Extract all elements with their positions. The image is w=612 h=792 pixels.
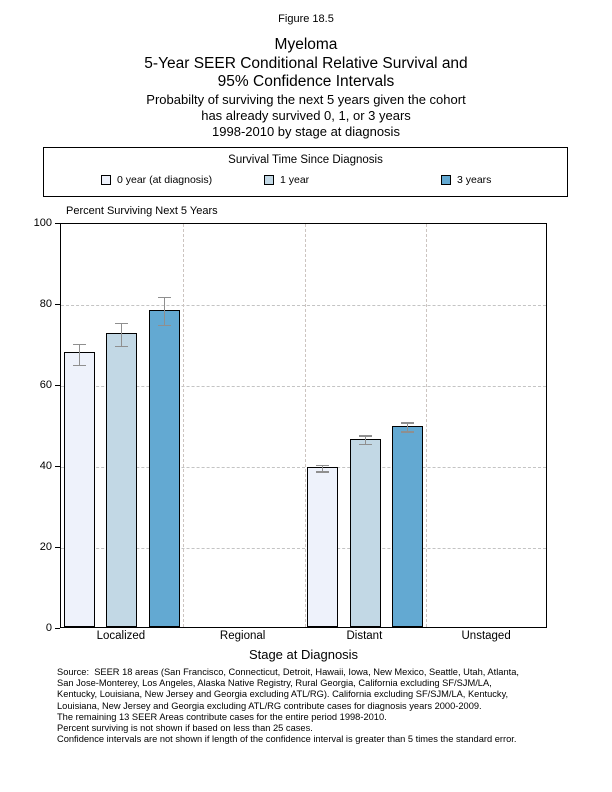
y-tick-label: 60 — [39, 379, 52, 391]
error-bar-cap — [316, 465, 329, 467]
error-bar-line — [164, 298, 165, 326]
error-bar-cap — [401, 422, 414, 424]
gridline-vertical — [183, 224, 184, 627]
title-block — [0, 36, 612, 140]
error-bar-cap — [158, 325, 171, 327]
plot-area — [60, 223, 547, 628]
error-bar-cap — [73, 344, 86, 346]
subtitle-line-1: Probabilty of surviving the next 5 years given the cohort — [146, 91, 466, 107]
category-label-regional: Regional — [219, 630, 266, 642]
source-note — [57, 667, 569, 745]
y-axis-labels — [18, 217, 52, 634]
y-tick-label: 20 — [39, 541, 52, 553]
source-note-line: Percent surviving is not shown if based on less than 25 cases. — [57, 723, 313, 734]
bar-distant-series-0 — [307, 467, 338, 627]
legend-entry-label: 3 years — [457, 174, 492, 186]
error-bar-cap — [73, 365, 86, 367]
x-axis-title: Stage at Diagnosis — [248, 647, 359, 662]
category-label-unstaged: Unstaged — [461, 630, 511, 642]
y-axis-title: Percent Surviving Next 5 Years — [66, 205, 218, 217]
y-tick-mark — [55, 628, 60, 629]
title-line-2: 5-Year SEER Conditional Relative Survival and — [144, 54, 468, 72]
legend-entry-0 — [101, 174, 212, 186]
title-line-1: Myeloma — [274, 36, 338, 53]
y-tick-label: 80 — [39, 298, 52, 310]
error-bar-cap — [115, 346, 128, 348]
source-note-line: Source: SEER 18 areas (San Francisco, Connecticut, Detroit, Hawaii, Iowa, New Mexico, Seattle, Utah, Atlanta, — [57, 667, 519, 677]
bar-localized-series-2 — [149, 310, 180, 627]
bar-localized-series-0 — [64, 352, 95, 627]
gridline-vertical — [426, 224, 427, 627]
source-note-line: San Jose-Monterey, Los Angeles, Alaska Native Registry, Rural Georgia, California excluding SF/SJM/LA, — [57, 678, 492, 689]
error-bar-cap — [115, 323, 128, 325]
category-label-distant: Distant — [346, 630, 383, 642]
error-bar-cap — [359, 435, 372, 437]
y-tick-label: 100 — [33, 217, 52, 229]
error-bar-line — [121, 324, 122, 347]
source-note-line: Louisiana, New Jersey and Georgia excluding ATL/RG contribute cases for diagnosis years 2000-2009. — [57, 700, 482, 711]
source-note-line: The remaining 13 SEER Areas contribute cases for the entire period 1998-2010. — [57, 711, 387, 722]
source-note-line: Kentucky, Louisiana, New Jersey and Georgia excluding ATL/RG). California excluding SF/SJM/LA, Kentucky, — [57, 689, 509, 700]
legend-title: Survival Time Since Diagnosis — [228, 154, 383, 166]
error-bar-cap — [359, 444, 372, 446]
chart — [0, 217, 612, 634]
x-axis-labels — [60, 630, 547, 642]
legend-swatch-icon — [101, 175, 111, 185]
legend-entry-2 — [441, 174, 491, 186]
legend-swatch-icon — [264, 175, 274, 185]
y-tick-label: 0 — [45, 622, 52, 634]
bar-distant-series-1 — [350, 439, 381, 627]
bar-distant-series-2 — [392, 426, 423, 627]
gridline-vertical — [305, 224, 306, 627]
source-note-line: Confidence intervals are not shown if length of the confidence interval is greater than 5 times the standard error. — [57, 734, 517, 745]
legend-swatch-icon — [441, 175, 451, 185]
legend-box — [43, 147, 568, 197]
legend-entry-label: 0 year (at diagnosis) — [117, 174, 213, 186]
category-label-localized: Localized — [96, 630, 146, 642]
error-bar-cap — [158, 297, 171, 299]
subtitle-line-3: 1998-2010 by stage at diagnosis — [212, 123, 400, 139]
error-bar-cap — [401, 431, 414, 433]
error-bar-cap — [316, 471, 329, 473]
bar-localized-series-1 — [106, 333, 137, 627]
y-tick-label: 40 — [39, 460, 52, 472]
subtitle-line-2: has already survived 0, 1, or 3 years — [201, 107, 411, 123]
error-bar-line — [79, 345, 80, 366]
title-line-3: 95% Confidence Intervals — [217, 73, 395, 90]
legend-entry-label: 1 year — [280, 174, 310, 186]
gridline-horizontal — [61, 305, 546, 306]
legend-entry-1 — [264, 174, 309, 186]
figure-label: Figure 18.5 — [278, 13, 334, 25]
